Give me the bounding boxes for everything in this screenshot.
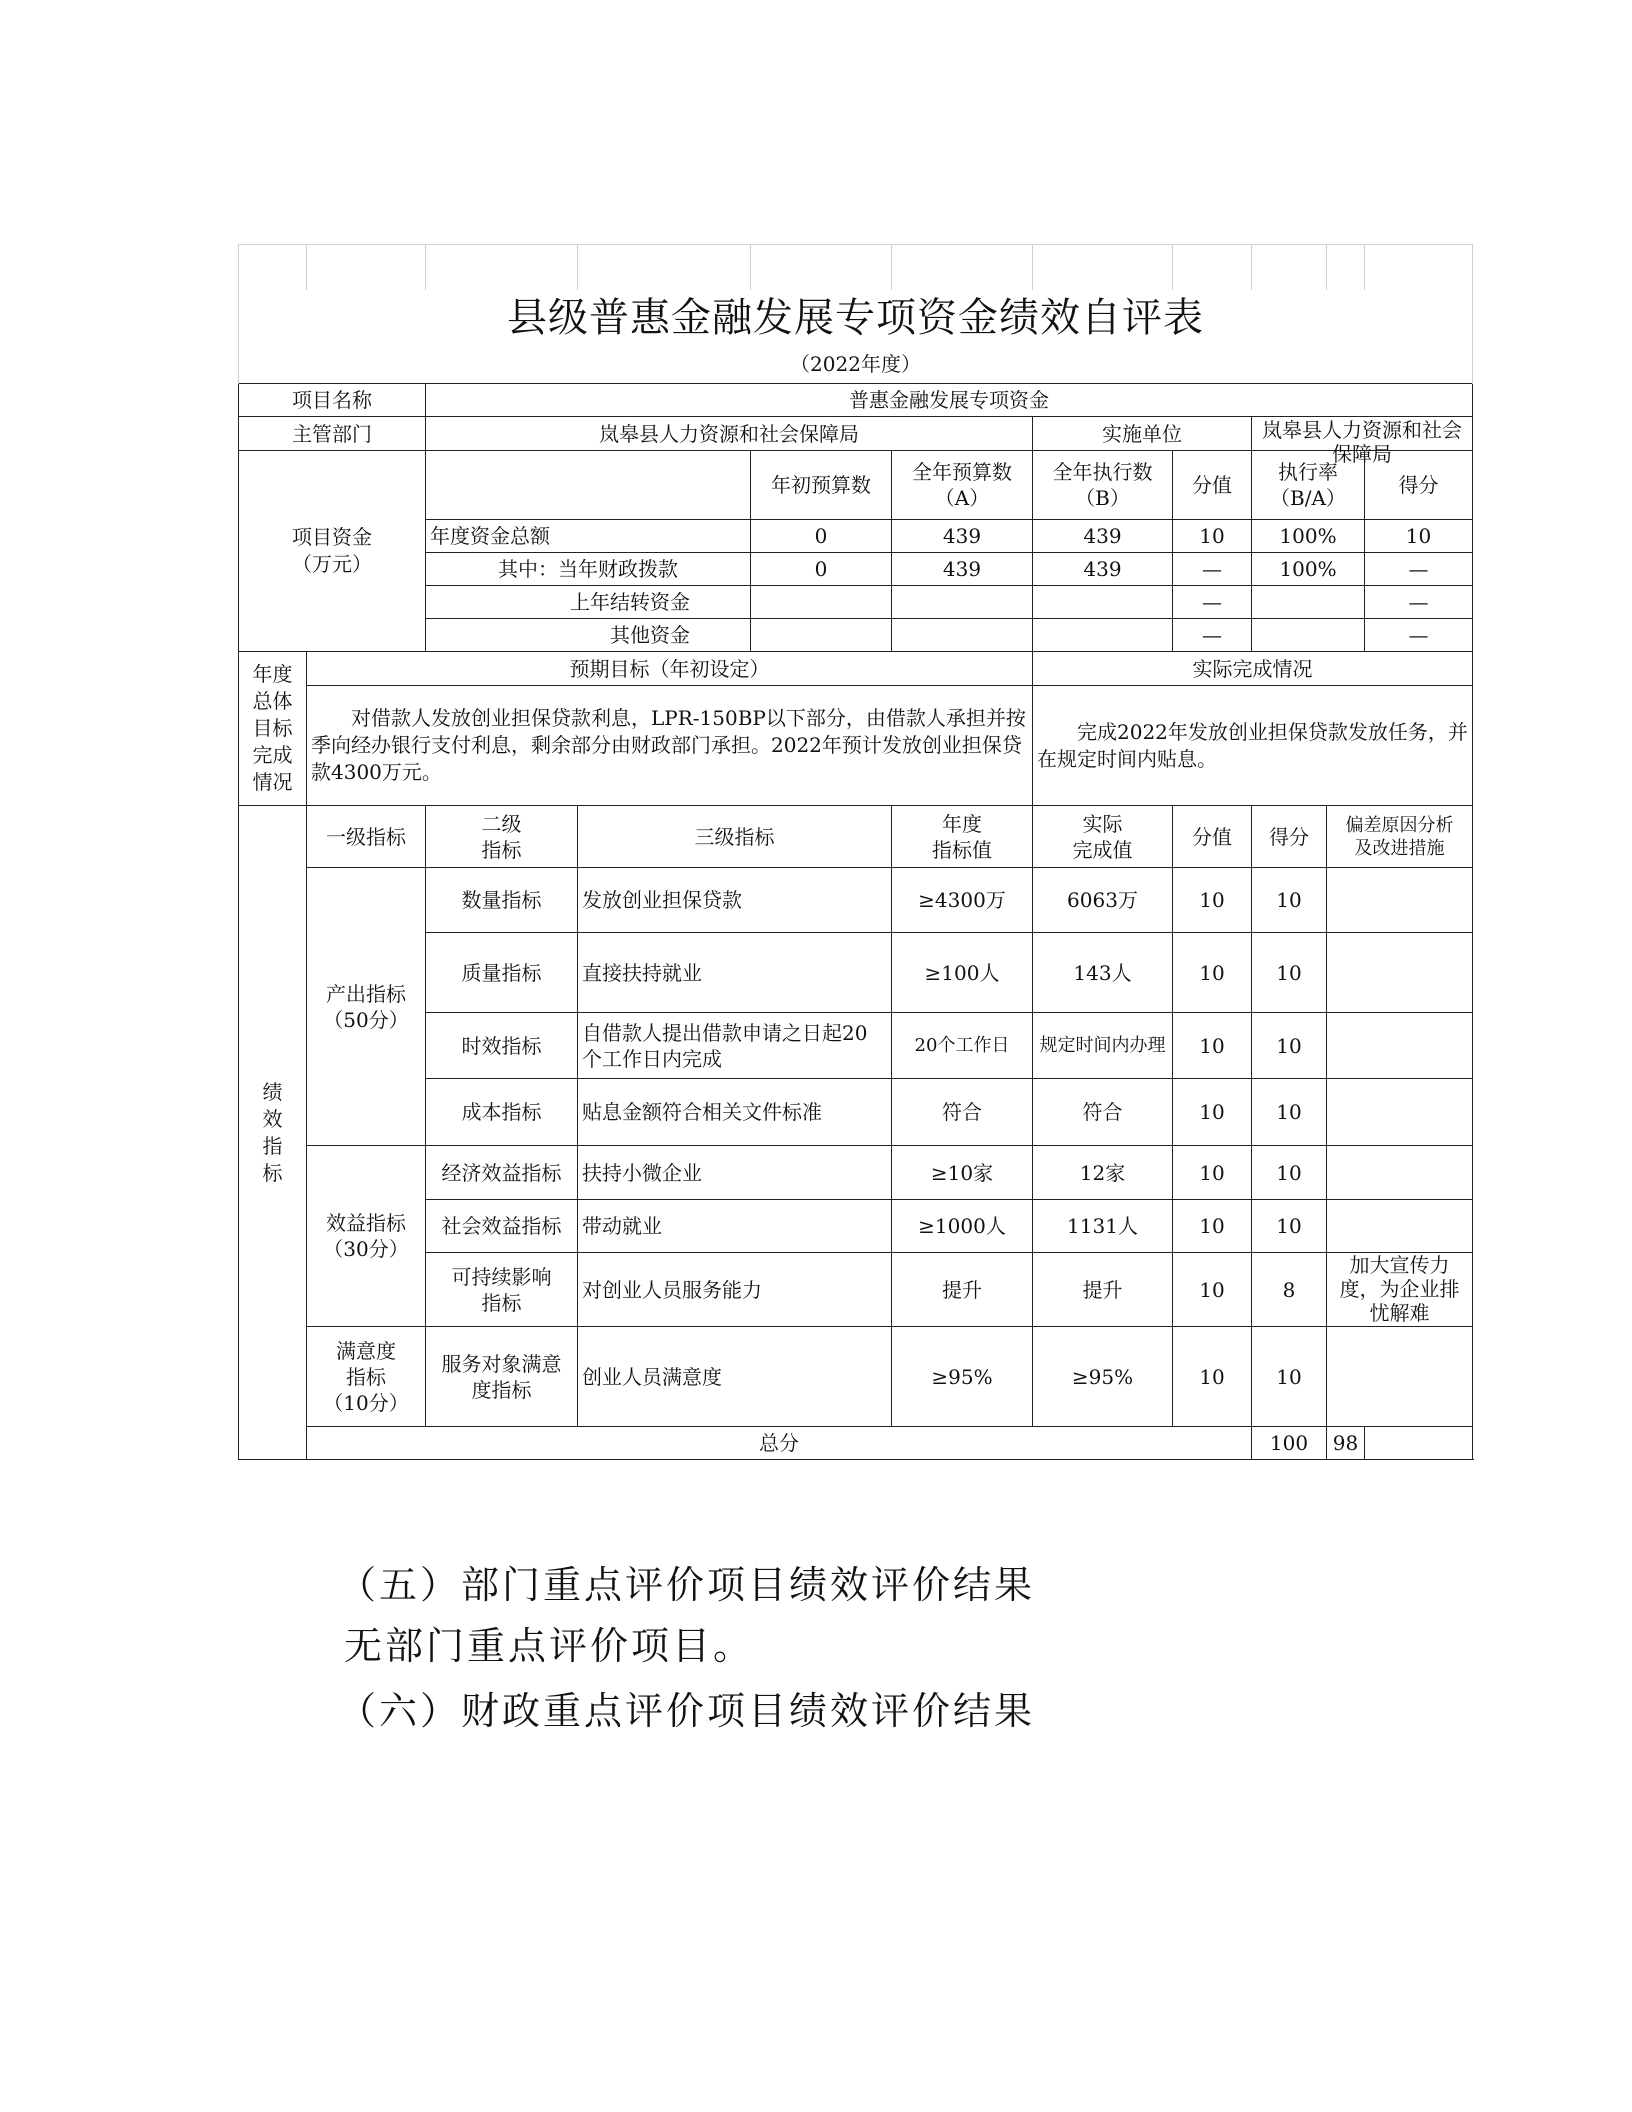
perf-level2: 可持续影响 指标: [426, 1253, 578, 1327]
perf-target: 提升: [892, 1253, 1033, 1327]
funds-row-score-value: —: [1173, 619, 1252, 652]
perf-level2: 时效指标: [426, 1013, 578, 1079]
perf-note: [1327, 868, 1473, 933]
perf-note: [1327, 933, 1473, 1013]
funds-row-name: 上年结转资金: [426, 586, 751, 619]
dept-value: 岚皋县人力资源和社会保障局: [426, 417, 1033, 451]
funds-row-score-value: 10: [1173, 520, 1252, 553]
perf-level3: 贴息金额符合相关文件标准: [578, 1079, 892, 1146]
perf-score-value: 10: [1173, 1146, 1252, 1200]
funds-header-rate: 执行率 （B/A）: [1252, 451, 1365, 520]
funds-label: 项目资金 （万元）: [239, 451, 426, 652]
funds-row-rate: [1252, 586, 1365, 619]
perf-header-score: 得分: [1252, 806, 1327, 868]
funds-row-rate: 100%: [1252, 553, 1365, 586]
perf-level3: 创业人员满意度: [578, 1327, 892, 1427]
perf-score: 10: [1252, 1013, 1327, 1079]
funds-header-initial: 年初预算数: [751, 451, 892, 520]
funds-row-exec: [1033, 619, 1173, 652]
goals-label: 年度 总体 目标 完成 情况: [239, 652, 307, 806]
perf-target: 20个工作日: [892, 1013, 1033, 1079]
perf-level2: 数量指标: [426, 868, 578, 933]
perf-header-level2: 二级 指标: [426, 806, 578, 868]
perf-actual: ≥95%: [1033, 1327, 1173, 1427]
perf-score-value: 10: [1173, 1253, 1252, 1327]
funds-row-exec: 439: [1033, 520, 1173, 553]
perf-level2: 成本指标: [426, 1079, 578, 1146]
perf-note: [1327, 1013, 1473, 1079]
funds-row-initial: 0: [751, 520, 892, 553]
section-5-heading: （五）部门重点评价项目绩效评价结果: [338, 1563, 1036, 1607]
perf-score-value: 10: [1173, 933, 1252, 1013]
funds-row-rate: 100%: [1252, 520, 1365, 553]
funds-header-score: 得分: [1365, 451, 1473, 520]
perf-header-actual: 实际 完成值: [1033, 806, 1173, 868]
funds-header-exec: 全年执行数 （B）: [1033, 451, 1173, 520]
perf-level3: 扶持小微企业: [578, 1146, 892, 1200]
funds-header-annual: 全年预算数 （A）: [892, 451, 1033, 520]
total-score: 98: [1327, 1427, 1365, 1460]
perf-level3: 自借款人提出借款申请之日起20个工作日内完成: [578, 1013, 892, 1079]
perf-target: ≥1000人: [892, 1200, 1033, 1253]
perf-score: 8: [1252, 1253, 1327, 1327]
section-6-heading: （六）财政重点评价项目绩效评价结果: [338, 1689, 1036, 1733]
perf-score-value: 10: [1173, 1079, 1252, 1146]
funds-row-score: —: [1365, 586, 1473, 619]
goals-actual-header: 实际完成情况: [1033, 652, 1473, 686]
goals-actual-text: 完成2022年发放创业担保贷款发放任务，并在规定时间内贴息。: [1033, 686, 1473, 806]
funds-header-score-value: 分值: [1173, 451, 1252, 520]
perf-header-score-value: 分值: [1173, 806, 1252, 868]
perf-score: 10: [1252, 1146, 1327, 1200]
perf-level1: 满意度 指标 （10分）: [307, 1327, 426, 1427]
perf-level3: 直接扶持就业: [578, 933, 892, 1013]
funds-row-initial: [751, 586, 892, 619]
perf-note: [1327, 1079, 1473, 1146]
perf-actual: 规定时间内办理: [1033, 1013, 1173, 1079]
dept-label: 主管部门: [239, 417, 426, 451]
perf-level2: 服务对象满意 度指标: [426, 1327, 578, 1427]
table-title: 县级普惠金融发展专项资金绩效自评表: [239, 290, 1473, 346]
impl-label: 实施单位: [1033, 417, 1252, 451]
perf-score-value: 10: [1173, 868, 1252, 933]
perf-level1: 效益指标 （30分）: [307, 1146, 426, 1327]
perf-target: ≥95%: [892, 1327, 1033, 1427]
section-5-text: 无部门重点评价项目。: [344, 1624, 755, 1668]
funds-row-rate: [1252, 619, 1365, 652]
perf-level2: 经济效益指标: [426, 1146, 578, 1200]
funds-row-score-value: —: [1173, 553, 1252, 586]
perf-score-value: 10: [1173, 1327, 1252, 1427]
total-value: 100: [1252, 1427, 1327, 1460]
funds-row-annual: 439: [892, 553, 1033, 586]
goals-expected-text: 对借款人发放创业担保贷款利息，LPR-150BP以下部分，由借款人承担并按季向经办银行支付利息，剩余部分由财政部门承担。2022年预计发放创业担保贷款4300万元。: [307, 686, 1033, 806]
perf-actual: 143人: [1033, 933, 1173, 1013]
funds-row-exec: [1033, 586, 1173, 619]
perf-score: 10: [1252, 933, 1327, 1013]
perf-score-value: 10: [1173, 1013, 1252, 1079]
perf-actual: 符合: [1033, 1079, 1173, 1146]
perf-note: [1327, 1200, 1473, 1253]
funds-row-initial: [751, 619, 892, 652]
funds-row-score-value: —: [1173, 586, 1252, 619]
funds-row-score: —: [1365, 553, 1473, 586]
perf-target: ≥10家: [892, 1146, 1033, 1200]
perf-actual: 1131人: [1033, 1200, 1173, 1253]
perf-actual: 提升: [1033, 1253, 1173, 1327]
perf-header-note: 偏差原因分析 及改进措施: [1327, 806, 1473, 868]
perf-level3: 对创业人员服务能力: [578, 1253, 892, 1327]
perf-score: 10: [1252, 1200, 1327, 1253]
funds-header-blank: [426, 451, 751, 520]
perf-level3: 带动就业: [578, 1200, 892, 1253]
funds-row-annual: 439: [892, 520, 1033, 553]
total-note: [1365, 1427, 1473, 1460]
perf-score: 10: [1252, 868, 1327, 933]
project-name-value: 普惠金融发展专项资金: [426, 384, 1473, 417]
perf-note: [1327, 1146, 1473, 1200]
perf-note: 加大宣传力度，为企业排忧解难: [1327, 1253, 1473, 1327]
perf-header-level3: 三级指标: [578, 806, 892, 868]
funds-row-score: —: [1365, 619, 1473, 652]
funds-row-exec: 439: [1033, 553, 1173, 586]
funds-row-name: 其中：当年财政拨款: [426, 553, 751, 586]
performance-evaluation-table: [238, 244, 1473, 1460]
funds-row-name: 其他资金: [426, 619, 751, 652]
perf-note: [1327, 1327, 1473, 1427]
perf-score-value: 10: [1173, 1200, 1252, 1253]
project-name-label: 项目名称: [239, 384, 426, 417]
funds-row-initial: 0: [751, 553, 892, 586]
perf-target: ≥4300万: [892, 868, 1033, 933]
funds-row-name: 年度资金总额: [426, 520, 751, 553]
perf-level2: 社会效益指标: [426, 1200, 578, 1253]
total-label: 总分: [307, 1427, 1252, 1460]
funds-row-annual: [892, 619, 1033, 652]
funds-row-annual: [892, 586, 1033, 619]
perf-target: ≥100人: [892, 933, 1033, 1013]
goals-expected-header: 预期目标（年初设定）: [307, 652, 1033, 686]
perf-header-target: 年度 指标值: [892, 806, 1033, 868]
perf-level3: 发放创业担保贷款: [578, 868, 892, 933]
perf-actual: 6063万: [1033, 868, 1173, 933]
perf-label: 绩 效 指 标: [239, 806, 307, 1460]
perf-level1: 产出指标 （50分）: [307, 868, 426, 1146]
funds-row-score: 10: [1365, 520, 1473, 553]
perf-score: 10: [1252, 1079, 1327, 1146]
table-year: （2022年度）: [239, 346, 1473, 384]
perf-actual: 12家: [1033, 1146, 1173, 1200]
perf-header-level1: 一级指标: [307, 806, 426, 868]
perf-score: 10: [1252, 1327, 1327, 1427]
perf-target: 符合: [892, 1079, 1033, 1146]
perf-level2: 质量指标: [426, 933, 578, 1013]
impl-value: 岚皋县人力资源和社会保障局: [1252, 417, 1473, 451]
